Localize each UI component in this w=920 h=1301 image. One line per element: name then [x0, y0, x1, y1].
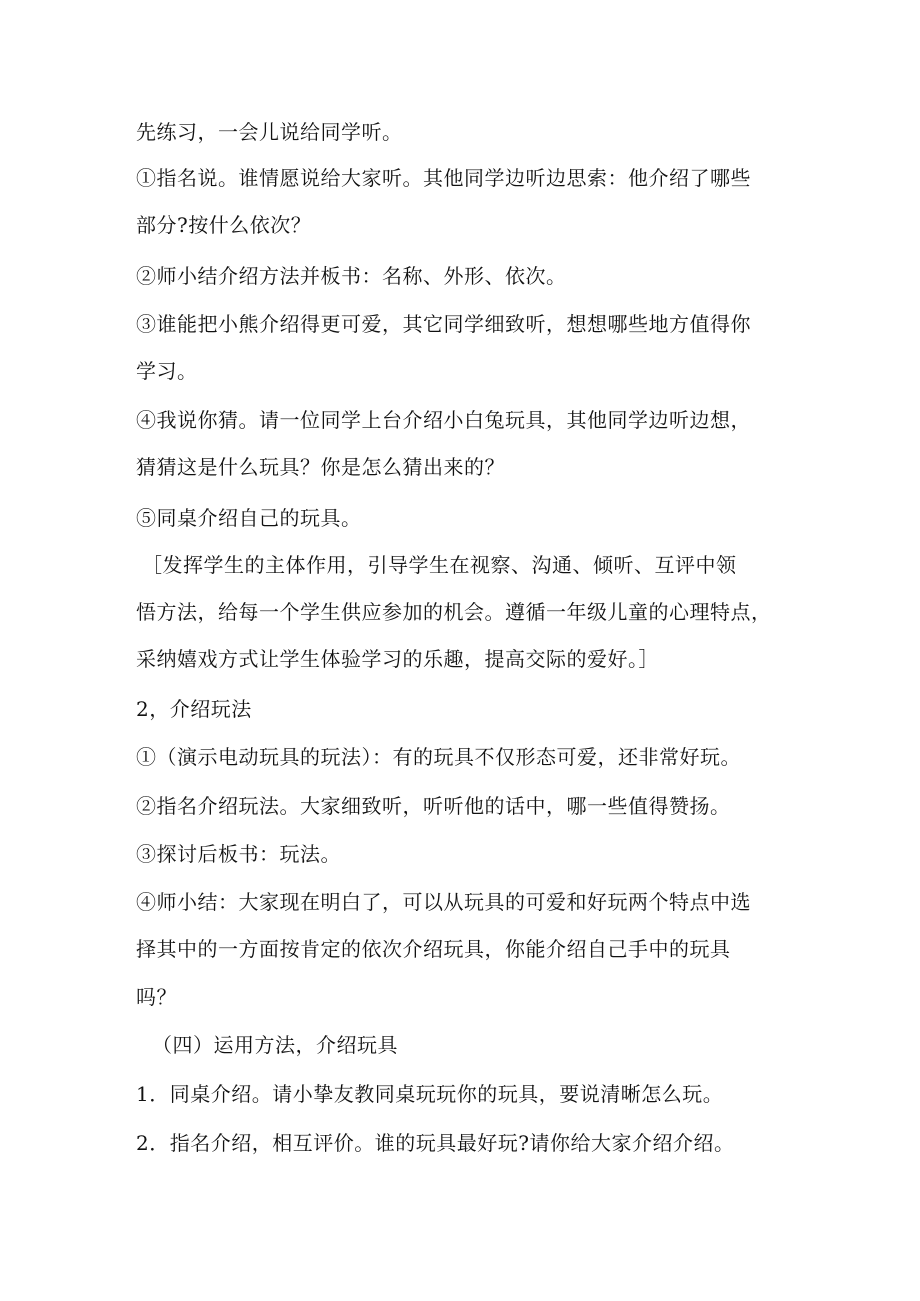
text-line-4: ②师小结介绍方法并板书：名称、外形、依次。 — [136, 264, 567, 288]
text-line-11: 悟方法，给每一个学生供应参加的机会。遵循一年级儿童的心理特点， — [136, 600, 772, 624]
section-heading-2: 2，介绍玩法 — [136, 697, 252, 721]
text-line-9: ⑤同桌介绍自己的玩具。 — [136, 506, 362, 530]
text-line-15: ②指名介绍玩法。大家细致听，听听他的话中，哪一些值得赞扬。 — [136, 794, 731, 818]
text-line-6: 学习。 — [136, 359, 198, 383]
text-line-21: 1．同桌介绍。请小挚友教同桌玩玩你的玩具，要说清晰怎么玩。 — [136, 1082, 724, 1106]
text-line-14: ①（演示电动玩具的玩法）：有的玩具不仅形态可爱，还非常好玩。 — [136, 745, 741, 769]
text-line-3: 部分?按什么依次？ — [136, 213, 312, 237]
section-heading-4: （四）运用方法，介绍玩具 — [152, 1033, 398, 1057]
text-line-5: ③谁能把小熊介绍得更可爱，其它同学细致听，想想哪些地方值得你 — [136, 312, 751, 336]
text-line-8: 猜猜这是什么玩具？你是怎么猜出来的？ — [136, 455, 505, 479]
text-line-12: 采纳嬉戏方式让学生体验学习的乐趣，提高交际的爱好。］ — [136, 647, 659, 671]
text-line-17: ④师小结：大家现在明白了，可以从玩具的可爱和好玩两个特点中选 — [136, 890, 751, 914]
text-line-10: ［发挥学生的主体作用，引导学生在视察、沟通、倾听、互评中领 — [142, 553, 737, 577]
text-line-2: ①指名说。谁情愿说给大家听。其他同学边听边思索：他介绍了哪些 — [136, 166, 751, 190]
text-line-1: 先练习，一会儿说给同学听。 — [136, 120, 403, 144]
text-line-18: 择其中的一方面按肯定的依次介绍玩具，你能介绍自己手中的玩具 — [136, 937, 731, 961]
text-line-19: 吗？ — [136, 985, 177, 1009]
text-line-22: 2．指名介绍，相互评价。谁的玩具最好玩?请你给大家介绍介绍。 — [136, 1131, 735, 1155]
text-line-16: ③探讨后板书：玩法。 — [136, 842, 341, 866]
text-line-7: ④我说你猜。请一位同学上台介绍小白兔玩具，其他同学边听边想， — [136, 408, 751, 432]
